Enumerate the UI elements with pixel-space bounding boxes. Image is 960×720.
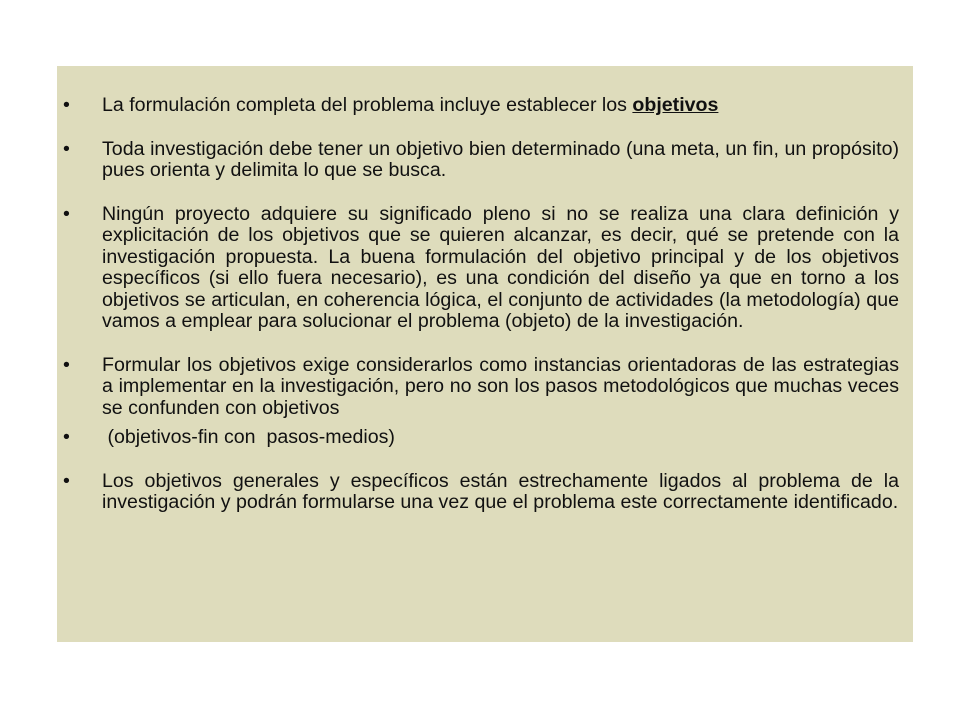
- bullet-item-1: [57, 95, 913, 117]
- bullet-item-3: [57, 204, 913, 333]
- emphasis-objetivos: objetivos: [632, 94, 719, 116]
- bullet-text: Formular los objetivos exige considerarlos como instancias orientadoras de las estrategias a implementar en la investigación, pero no son los pasos metodológicos que muchas veces se confunden con objetivos: [102, 353, 899, 419]
- bullet-text: Toda investigación debe tener un objetivo bien determinado (una meta, un fin, un propósito) pues orienta y delimita lo que se busca.: [102, 137, 899, 181]
- bullet-dot: •: [63, 469, 70, 492]
- bullet-dot: •: [63, 353, 70, 376]
- bullet-text: Ningún proyecto adquiere su significado pleno si no se realiza una clara definición y explicitación de los objetivos que se quieren alcanzar, es decir, qué se pretende con la investigación propuesta. La buena formulación del objetivo principal y de los objetivos específicos (si ello fuera necesario), es una condición del diseño ya que en torno a los objetivos se articulan, en coherencia lógica, el conjunto de actividades (la metodología) que vamos a emplear para solucionar el problema (objeto) de la investigación.: [102, 202, 899, 332]
- bullet-text: Los objetivos generales y específicos están estrechamente ligados al problema de la investigación y podrán formularse una vez que el problema este correctamente identificado.: [102, 469, 899, 513]
- bullet-dot: •: [63, 426, 70, 448]
- bullet-list: [57, 95, 913, 514]
- slide-panel: [57, 66, 913, 642]
- bullet-item-6: [57, 471, 913, 514]
- bullet-item-4: [57, 355, 913, 420]
- bullet-text: (objetivos-fin con pasos-medios): [102, 426, 395, 448]
- bullet-text: La formulación completa del problema incluye establecer los: [102, 94, 633, 116]
- bullet-dot: •: [63, 137, 70, 160]
- bullet-item-2: [57, 139, 913, 182]
- bullet-item-5: [57, 427, 913, 449]
- bullet-dot: •: [63, 94, 70, 116]
- bullet-dot: •: [63, 202, 70, 225]
